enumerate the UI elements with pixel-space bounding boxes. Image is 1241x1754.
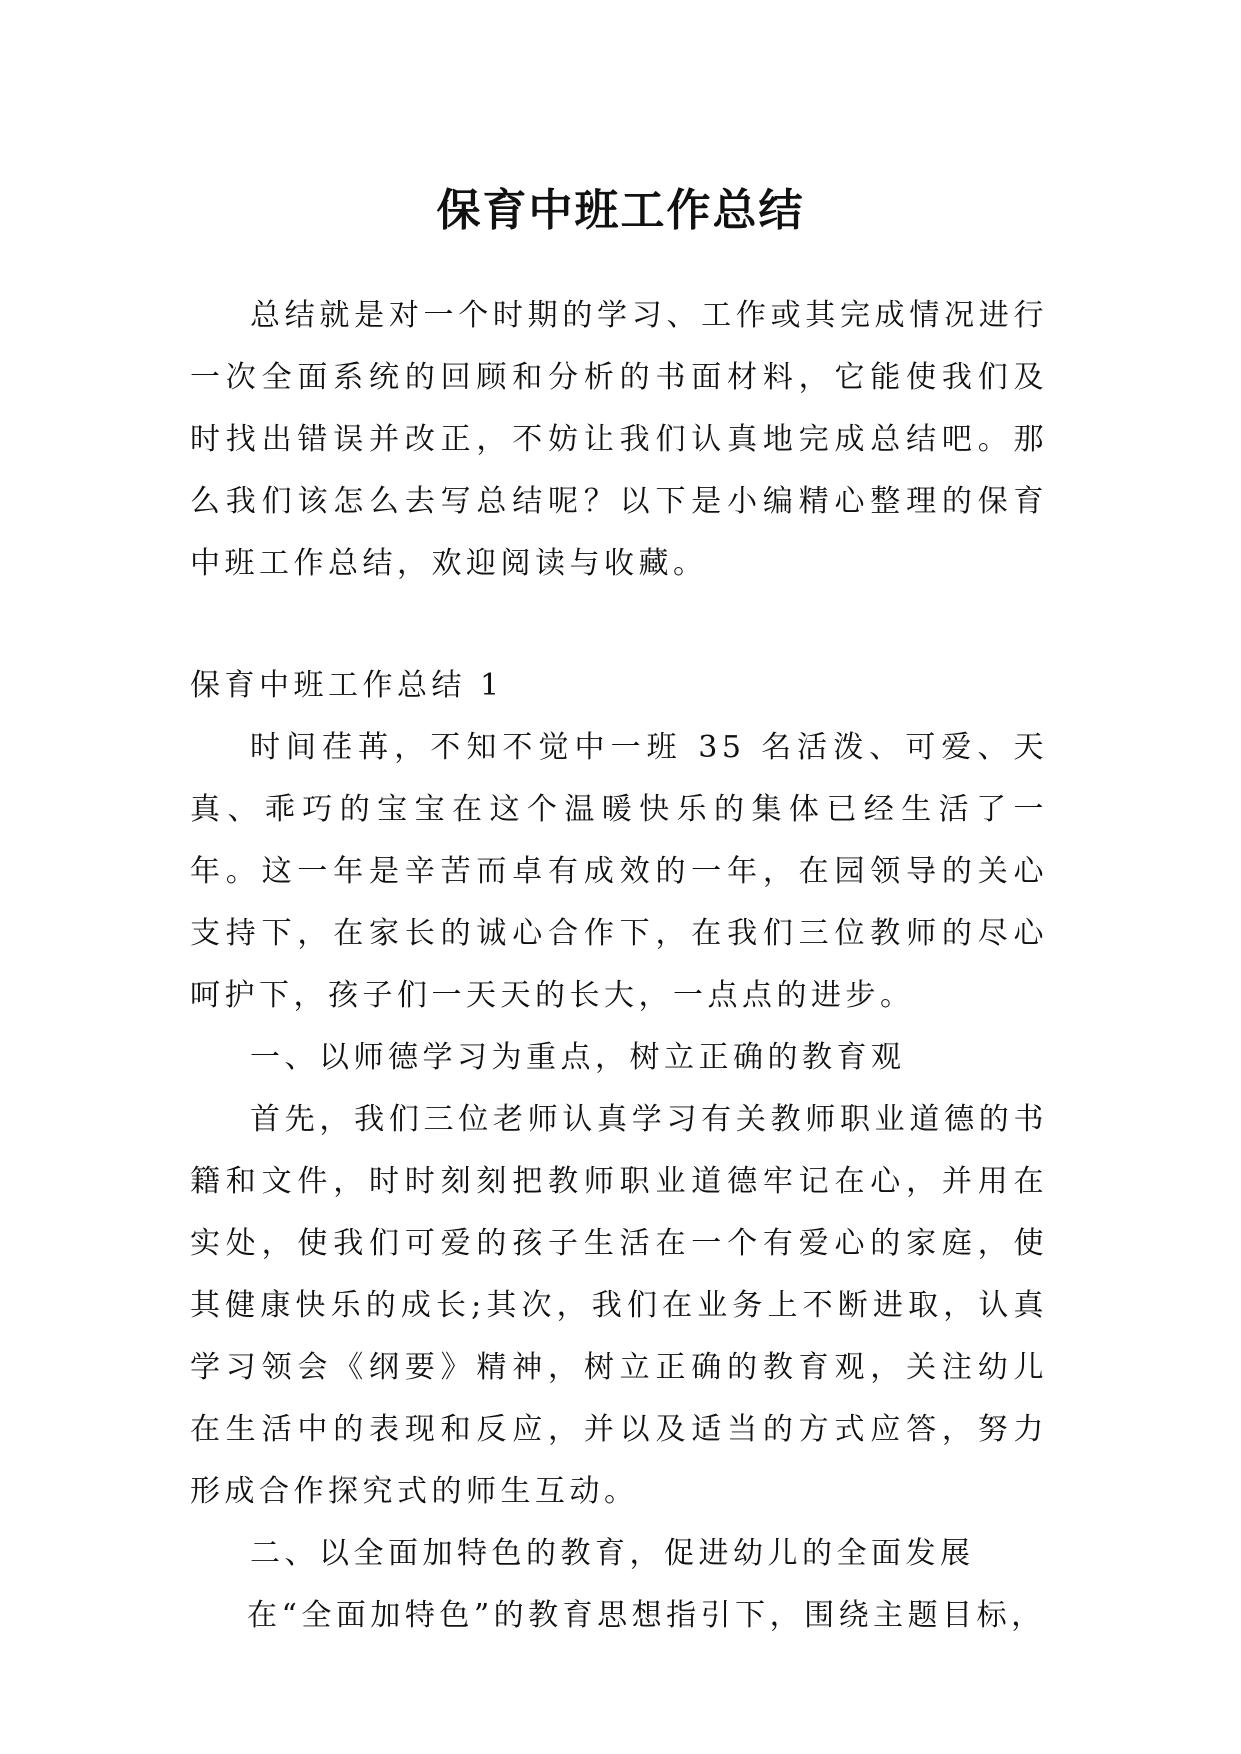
section-heading-1: 一、以师德学习为重点，树立正确的教育观 (250, 1040, 906, 1075)
body-paragraph-3: 在“全面加特色”的教育思想指引下，围绕主题目标， (247, 1598, 1046, 1633)
document-body (190, 285, 1048, 1647)
body-paragraph-2: 首先，我们三位老师认真学习有关教师职业道德的书籍和文件，时时刻刻把教师职业道德牢记在心，并用在实处，使我们可爱的孩子生活在一个有爱心的家庭，使其健康快乐的成长;其次，我们在业务上不断进取，认真学习领会《纲要》精神，树立正确的教育观，关注幼儿在生活中的表现和反应，并以及适当的方式应答，努力形成合作探究式的师生互动。 (190, 1102, 1048, 1509)
document-title: 保育中班工作总结 (436, 185, 805, 237)
body-paragraph-1: 时间荏苒，不知不觉中一班 35 名活泼、可爱、天真、乖巧的宝宝在这个温暖快乐的集体已经生活了一年。这一年是辛苦而卓有成效的一年，在园领导的关心支持下，在家长的诚心合作下，在我们三位教师的尽心呵护下，孩子们一天天的长大，一点点的进步。 (190, 730, 1048, 1013)
section-heading-2: 二、以全面加特色的教育，促进幼儿的全面发展 (250, 1536, 975, 1571)
intro-paragraph: 总结就是对一个时期的学习、工作或其完成情况进行一次全面系统的回顾和分析的书面材料，它能使我们及时找出错误并改正，不妨让我们认真地完成总结吧。那么我们该怎么去写总结呢？以下是小编精心整理的保育中班工作总结，欢迎阅读与收藏。 (190, 298, 1048, 581)
section-title: 保育中班工作总结 1 (190, 668, 504, 703)
